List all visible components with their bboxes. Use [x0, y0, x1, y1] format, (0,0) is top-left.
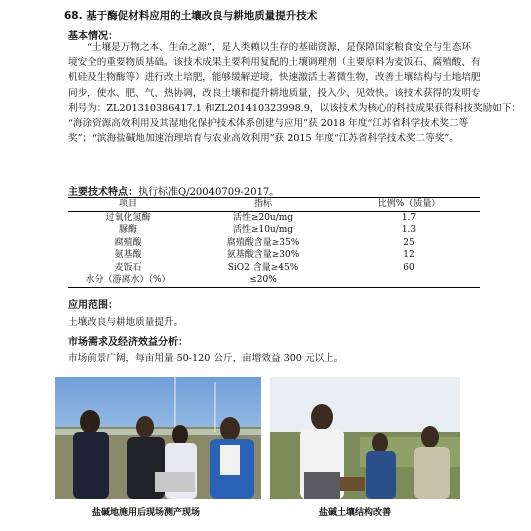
table-row	[68, 262, 480, 275]
table-cell: 氨基酸	[114, 250, 142, 260]
table-cell: ≤20%	[188, 274, 338, 287]
paragraph-line: 机硅及生物酶等）进行改土培肥，能够缓解逆境，快速激活土著微生物，改善土壤结构与土地培肥	[68, 72, 481, 84]
table-cell: 腐殖酸含量≥35%	[226, 237, 300, 248]
paragraph-line: “海涂资源高效利用及其湿地化保护技术体系创建与应用”获 2018 年度“江苏省科学技术奖二等	[68, 118, 469, 130]
table-header: 指标	[188, 198, 338, 212]
table-cell: 麦饭石	[114, 262, 142, 273]
table-row	[68, 249, 480, 262]
table-cell: 12	[403, 250, 415, 260]
table-cell: 水分（游离水）（%）	[68, 274, 188, 287]
table-header: 项目	[68, 198, 188, 212]
basic-paragraph	[68, 40, 521, 146]
table-cell: 1.3	[401, 225, 417, 235]
photo-caption: 盐碱地施用后现场测产现场	[92, 508, 201, 518]
scope-line: 土壤改良与耕地质量提升。	[68, 317, 184, 328]
table-cell: 活性≥10u/mg	[232, 225, 294, 235]
table-cell: 氨基酸含量≥30%	[226, 250, 300, 260]
soil-inspection-image	[270, 377, 460, 499]
paragraph-line: 同步，使水、肥、气、热协调，改良土壤和提升耕地质量，投入少、见效快。该技术获得的发明专	[68, 87, 481, 99]
table-cell: 腐殖酸	[114, 237, 142, 248]
table-header: 比例%（质量）	[338, 198, 480, 212]
market-text	[68, 351, 480, 366]
tech-standard: 执行标准Q/20040709-2017。	[138, 187, 280, 198]
tech-features	[68, 183, 279, 198]
field-survey-image	[55, 377, 261, 499]
table-cell: 活性≥20u/mg	[232, 212, 294, 223]
table-cell: 脲酶	[118, 225, 137, 235]
table-row	[68, 224, 480, 237]
table-cell: SiO2 含量≥45%	[227, 262, 299, 273]
spec-table	[68, 197, 480, 288]
scope-text	[68, 315, 480, 330]
table-cell: 60	[403, 262, 415, 273]
paragraph-line: 境安全的重要物质基础。该技术成果主要利用复配的土壤调理剂（主要原料为麦饭石、腐殖酸、有	[68, 57, 481, 69]
table-row	[68, 274, 480, 287]
table-row	[68, 211, 480, 224]
table-header-row	[68, 198, 480, 212]
basic-heading: 基本情况：	[68, 31, 118, 42]
tech-heading: 主要技术特点：	[68, 187, 138, 198]
paragraph-line: “土壤是万物之本、生命之源”，是人类赖以生存的基础资源，是保障国家粮食安全与生态环	[87, 42, 471, 53]
document-title: 68. 基于酶促材料应用的土壤改良与耕地质量提升技术	[64, 10, 318, 22]
table-cell: 过氧化氢酶	[105, 212, 151, 223]
table-cell: 25	[403, 237, 415, 248]
paragraph-line: 奖”；“滨海盐碱地加速治理培育与农业高效利用”获 2015 年度“江苏省科学技术奖二等奖”。	[68, 133, 459, 145]
scope-heading: 应用范围：	[68, 300, 118, 311]
photo-caption: 盐碱土壤结构改善	[319, 508, 392, 518]
table-row	[68, 237, 480, 250]
paragraph-line: 利号为：ZL201310386417.1 和ZL201410323998.9，以该技术为核心的科技成果获得科技奖励如下：	[68, 102, 521, 114]
field-survey-photo	[55, 377, 261, 499]
table-cell: 1.7	[401, 212, 417, 223]
market-line: 市场前景广阔，每亩用量 50-120 公斤，亩增效益 300 元以上。	[68, 353, 344, 364]
table-cell	[338, 274, 480, 287]
soil-inspection-photo	[270, 377, 460, 499]
market-heading: 市场需求及经济效益分析：	[68, 337, 188, 348]
